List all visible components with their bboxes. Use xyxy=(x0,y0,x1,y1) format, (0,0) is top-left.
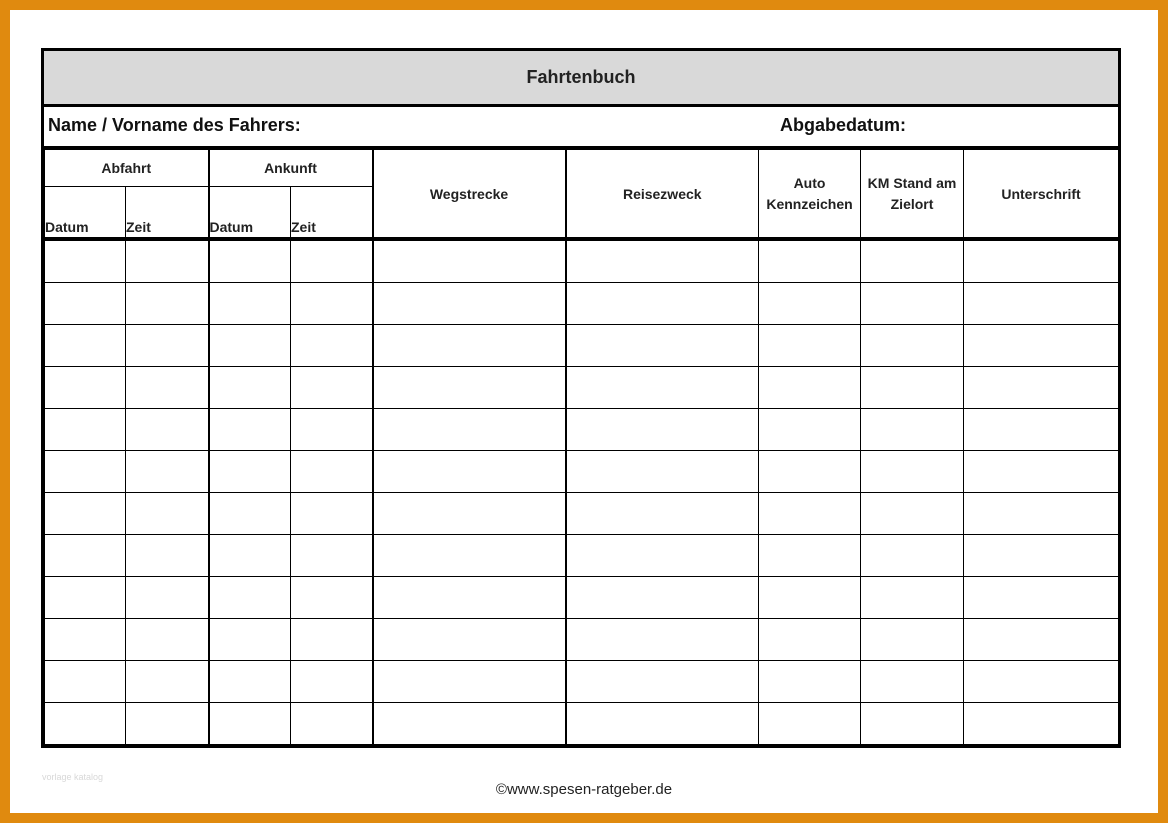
driver-name-label: Name / Vorname des Fahrers: xyxy=(48,115,301,135)
signature-cell[interactable] xyxy=(964,535,1119,577)
logbook-sheet xyxy=(41,48,1121,748)
page-title: Fahrtenbuch xyxy=(44,51,1118,107)
departure-time-cell[interactable] xyxy=(126,661,209,703)
departure-time-cell[interactable] xyxy=(126,493,209,535)
arrival-date-cell[interactable] xyxy=(209,493,291,535)
arrival-date-cell[interactable] xyxy=(209,661,291,703)
signature-header: Unterschrift xyxy=(964,150,1119,240)
arrival-time-cell[interactable] xyxy=(291,409,373,451)
route-header: Wegstrecke xyxy=(373,150,566,240)
departure-header: Abfahrt xyxy=(45,150,209,187)
arrival-time-cell[interactable] xyxy=(291,325,373,367)
plate-cell[interactable] xyxy=(759,703,861,745)
arrival-time-cell[interactable] xyxy=(291,367,373,409)
plate-cell[interactable] xyxy=(759,409,861,451)
purpose-cell[interactable] xyxy=(566,661,759,703)
departure-date-cell[interactable] xyxy=(45,661,126,703)
km-cell[interactable] xyxy=(861,703,964,745)
arrival-header: Ankunft xyxy=(209,150,373,187)
purpose-cell[interactable] xyxy=(566,535,759,577)
route-cell[interactable] xyxy=(373,367,566,409)
route-cell[interactable] xyxy=(373,493,566,535)
route-cell[interactable] xyxy=(373,239,566,283)
arrival-date-cell[interactable] xyxy=(209,325,291,367)
table-row xyxy=(45,283,1119,325)
purpose-cell[interactable] xyxy=(566,325,759,367)
purpose-cell[interactable] xyxy=(566,367,759,409)
signature-cell[interactable] xyxy=(964,703,1119,745)
departure-time-cell[interactable] xyxy=(126,409,209,451)
departure-date-cell[interactable] xyxy=(45,535,126,577)
logbook-rows xyxy=(45,239,1119,745)
route-cell[interactable] xyxy=(373,325,566,367)
km-cell[interactable] xyxy=(861,493,964,535)
km-cell[interactable] xyxy=(861,577,964,619)
driver-info-row xyxy=(44,107,1118,149)
plate-cell[interactable] xyxy=(759,493,861,535)
plate-cell[interactable] xyxy=(759,367,861,409)
table-row xyxy=(45,577,1119,619)
route-cell[interactable] xyxy=(373,283,566,325)
departure-time-cell[interactable] xyxy=(126,535,209,577)
logbook-table xyxy=(44,149,1119,745)
km-header: KM Stand am Zielort xyxy=(861,150,964,240)
km-cell[interactable] xyxy=(861,661,964,703)
signature-cell[interactable] xyxy=(964,451,1119,493)
signature-cell[interactable] xyxy=(964,619,1119,661)
table-row xyxy=(45,239,1119,283)
departure-date-cell[interactable] xyxy=(45,619,126,661)
route-cell[interactable] xyxy=(373,535,566,577)
arrival-date-header: Datum xyxy=(209,187,291,240)
submission-date-label: Abgabedatum: xyxy=(780,115,906,135)
arrival-time-cell[interactable] xyxy=(291,451,373,493)
purpose-cell[interactable] xyxy=(566,619,759,661)
plate-cell[interactable] xyxy=(759,577,861,619)
departure-time-cell[interactable] xyxy=(126,703,209,745)
arrival-date-cell[interactable] xyxy=(209,577,291,619)
route-cell[interactable] xyxy=(373,409,566,451)
arrival-date-cell[interactable] xyxy=(209,619,291,661)
table-row xyxy=(45,451,1119,493)
signature-cell[interactable] xyxy=(964,409,1119,451)
signature-cell[interactable] xyxy=(964,325,1119,367)
plate-cell[interactable] xyxy=(759,661,861,703)
km-cell[interactable] xyxy=(861,409,964,451)
table-row xyxy=(45,493,1119,535)
arrival-date-cell[interactable] xyxy=(209,367,291,409)
plate-cell[interactable] xyxy=(759,239,861,283)
signature-cell[interactable] xyxy=(964,661,1119,703)
arrival-date-cell[interactable] xyxy=(209,703,291,745)
departure-time-cell[interactable] xyxy=(126,367,209,409)
arrival-date-cell[interactable] xyxy=(209,451,291,493)
signature-cell[interactable] xyxy=(964,493,1119,535)
plate-cell[interactable] xyxy=(759,325,861,367)
purpose-cell[interactable] xyxy=(566,703,759,745)
departure-date-cell[interactable] xyxy=(45,451,126,493)
km-cell[interactable] xyxy=(861,367,964,409)
arrival-date-cell[interactable] xyxy=(209,409,291,451)
departure-time-cell[interactable] xyxy=(126,239,209,283)
route-cell[interactable] xyxy=(373,661,566,703)
plate-cell[interactable] xyxy=(759,535,861,577)
purpose-cell[interactable] xyxy=(566,409,759,451)
arrival-time-cell[interactable] xyxy=(291,493,373,535)
arrival-time-cell[interactable] xyxy=(291,661,373,703)
departure-time-cell[interactable] xyxy=(126,283,209,325)
table-row xyxy=(45,367,1119,409)
departure-date-cell[interactable] xyxy=(45,367,126,409)
watermark: vorlage katalog xyxy=(42,772,104,782)
purpose-cell[interactable] xyxy=(566,283,759,325)
route-cell[interactable] xyxy=(373,619,566,661)
purpose-header: Reisezweck xyxy=(566,150,759,240)
departure-time-cell[interactable] xyxy=(126,577,209,619)
km-cell[interactable] xyxy=(861,451,964,493)
signature-cell[interactable] xyxy=(964,577,1119,619)
table-row xyxy=(45,325,1119,367)
departure-date-cell[interactable] xyxy=(45,703,126,745)
arrival-time-header: Zeit xyxy=(291,187,373,240)
arrival-date-cell[interactable] xyxy=(209,283,291,325)
arrival-time-cell[interactable] xyxy=(291,535,373,577)
purpose-cell[interactable] xyxy=(566,493,759,535)
km-cell[interactable] xyxy=(861,239,964,283)
departure-date-cell[interactable] xyxy=(45,409,126,451)
signature-cell[interactable] xyxy=(964,367,1119,409)
signature-cell[interactable] xyxy=(964,239,1119,283)
route-cell[interactable] xyxy=(373,577,566,619)
km-cell[interactable] xyxy=(861,535,964,577)
departure-time-cell[interactable] xyxy=(126,325,209,367)
departure-time-cell[interactable] xyxy=(126,451,209,493)
plate-cell[interactable] xyxy=(759,451,861,493)
arrival-date-cell[interactable] xyxy=(209,535,291,577)
signature-cell[interactable] xyxy=(964,283,1119,325)
arrival-time-cell[interactable] xyxy=(291,577,373,619)
table-row xyxy=(45,409,1119,451)
table-row xyxy=(45,703,1119,745)
plate-header: Auto Kennzeichen xyxy=(759,150,861,240)
purpose-cell[interactable] xyxy=(566,239,759,283)
arrival-time-cell[interactable] xyxy=(291,703,373,745)
departure-date-cell[interactable] xyxy=(45,325,126,367)
plate-cell[interactable] xyxy=(759,619,861,661)
departure-date-cell[interactable] xyxy=(45,239,126,283)
arrival-time-cell[interactable] xyxy=(291,239,373,283)
table-row xyxy=(45,661,1119,703)
departure-time-header: Zeit xyxy=(126,187,209,240)
arrival-time-cell[interactable] xyxy=(291,283,373,325)
arrival-date-cell[interactable] xyxy=(209,239,291,283)
arrival-time-cell[interactable] xyxy=(291,619,373,661)
route-cell[interactable] xyxy=(373,451,566,493)
purpose-cell[interactable] xyxy=(566,577,759,619)
km-cell[interactable] xyxy=(861,619,964,661)
route-cell[interactable] xyxy=(373,703,566,745)
footer-copyright: ©www.spesen-ratgeber.de xyxy=(495,781,673,798)
departure-time-cell[interactable] xyxy=(126,619,209,661)
plate-cell[interactable] xyxy=(759,283,861,325)
km-cell[interactable] xyxy=(861,325,964,367)
table-row xyxy=(45,535,1119,577)
departure-date-header: Datum xyxy=(45,187,126,240)
table-row xyxy=(45,619,1119,661)
departure-date-cell[interactable] xyxy=(45,283,126,325)
departure-date-cell[interactable] xyxy=(45,493,126,535)
purpose-cell[interactable] xyxy=(566,451,759,493)
km-cell[interactable] xyxy=(861,283,964,325)
departure-date-cell[interactable] xyxy=(45,577,126,619)
